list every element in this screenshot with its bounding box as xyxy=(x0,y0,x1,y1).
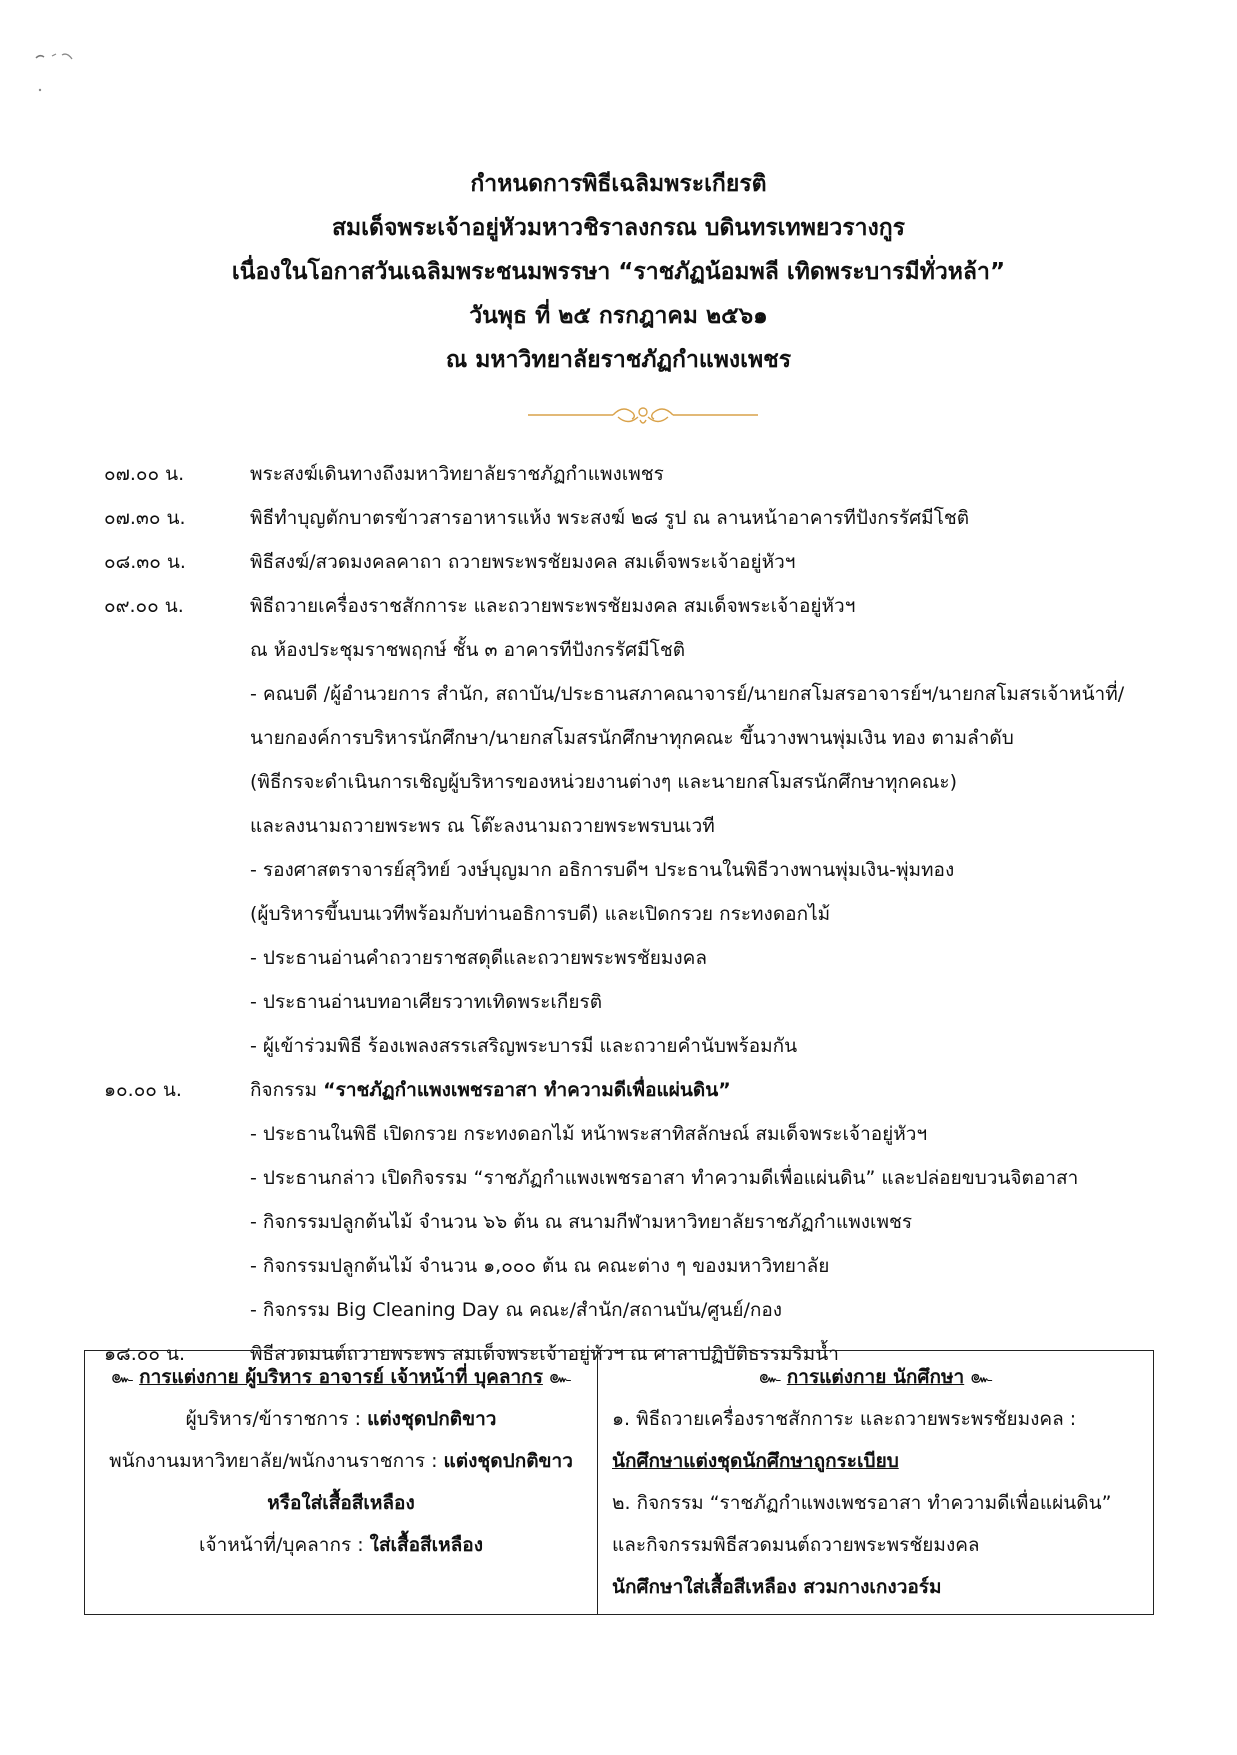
schedule-time: ๐๘.๓๐ น. xyxy=(104,551,186,573)
staff-dress-header: ๛ การแต่งกาย ผู้บริหาร อาจารย์ เจ้าหน้าที่ บุคลากร ๛ xyxy=(111,1366,571,1388)
title-line-4: วันพุธ ที่ ๒๕ กรกฎาคม ๒๕๖๑ xyxy=(469,303,768,329)
schedule-text: กิจกรรม “ราชภัฏกำแพงเพชรอาสา ทำความดีเพื่อแผ่นดิน” xyxy=(250,1079,731,1101)
schedule-row xyxy=(0,1288,1237,1332)
ornament-glyph-icon: ๛ xyxy=(111,1366,134,1388)
schedule-row xyxy=(0,804,1237,848)
schedule-text: - คณบดี /ผู้อำนวยการ สำนัก, สถาบัน/ประธานสภาคณาจารย์/นายกสโมสรอาจารย์ฯ/นายกสโมสรเจ้าหน้าที่/ xyxy=(250,683,1125,705)
schedule-row xyxy=(0,1068,1237,1112)
schedule-row xyxy=(0,936,1237,980)
schedule-row xyxy=(0,1200,1237,1244)
student-dress-line-3: ๒. กิจกรรม “ราชภัฏกำแพงเพชรอาสา ทำความดีเพื่อแผ่นดิน” xyxy=(612,1492,1112,1514)
schedule-text: - กิจกรรมปลูกต้นไม้ จำนวน ๑,๐๐๐ ต้น ณ คณะต่าง ๆ ของมหาวิทยาลัย xyxy=(250,1255,830,1277)
schedule-row xyxy=(0,892,1237,936)
schedule-row xyxy=(0,980,1237,1024)
schedule-time: ๐๗.๓๐ น. xyxy=(104,507,186,529)
schedule-list xyxy=(0,452,1237,1376)
schedule-text: พิธีสวดมนต์ถวายพระพร สมเด็จพระเจ้าอยู่หัวฯ ณ ศาลาปฏิบัติธรรมริมน้ำ xyxy=(250,1343,839,1365)
schedule-text: - กิจกรรมปลูกต้นไม้ จำนวน ๖๖ ต้น ณ สนามกีฬามหาวิทยาลัยราชภัฏกำแพงเพชร xyxy=(250,1211,913,1233)
schedule-text: และลงนามถวายพระพร ณ โต๊ะลงนามถวายพระพรบนเวที xyxy=(250,815,715,837)
schedule-row xyxy=(0,452,1237,496)
dress-code-table xyxy=(84,1350,1154,1615)
schedule-text: ณ ห้องประชุมราชพฤกษ์ ชั้น ๓ อาคารทีปังกรรัศมีโชติ xyxy=(250,639,686,661)
schedule-text-emphasis: “ราชภัฏกำแพงเพชรอาสา ทำความดีเพื่อแผ่นดิน” xyxy=(323,1079,731,1101)
student-dress-line-4: และกิจกรรมพิธีสวดมนต์ถวายพระพรชัยมงคล xyxy=(612,1534,980,1556)
schedule-text: - ประธานอ่านคำถวายราชสดุดีและถวายพระพรชัยมงคล xyxy=(250,947,708,969)
schedule-row xyxy=(0,716,1237,760)
schedule-text: พิธีถวายเครื่องราชสักการะ และถวายพระพรชัยมงคล สมเด็จพระเจ้าอยู่หัวฯ xyxy=(250,595,856,617)
dress-code-staff-column xyxy=(85,1351,598,1614)
title-line-1: กำหนดการพิธีเฉลิมพระเกียรติ xyxy=(470,171,767,197)
schedule-row xyxy=(0,1244,1237,1288)
schedule-row xyxy=(0,1156,1237,1200)
schedule-text: - ประธานกล่าว เปิดกิจรรม “ราชภัฏกำแพงเพชรอาสา ทำความดีเพื่อแผ่นดิน” และปล่อยขบวนจิตอาสา xyxy=(250,1167,1079,1189)
student-dress-line-5: นักศึกษาใส่เสื้อสีเหลือง สวมกางเกงวอร์ม xyxy=(612,1576,942,1598)
schedule-row xyxy=(0,672,1237,716)
schedule-time: ๑๐.๐๐ น. xyxy=(104,1079,182,1101)
schedule-text: - รองศาสตราจารย์สุวิทย์ วงษ์บุญมาก อธิการบดีฯ ประธานในพิธีวางพานพุ่มเงิน-พุ่มทอง xyxy=(250,859,955,881)
schedule-row xyxy=(0,1024,1237,1068)
student-dress-line-1: ๑. พิธีถวายเครื่องราชสักการะ และถวายพระพรชัยมงคล : xyxy=(612,1408,1077,1430)
ornament-glyph-icon: ๛ xyxy=(548,1366,571,1388)
schedule-row xyxy=(0,628,1237,672)
title-line-5: ณ มหาวิทยาลัยราชภัฏกำแพงเพชร xyxy=(445,347,792,373)
schedule-row xyxy=(0,1112,1237,1156)
schedule-text: พิธีสงฆ์/สวดมงคลคาถา ถวายพระพรชัยมงคล สมเด็จพระเจ้าอยู่หัวฯ xyxy=(250,551,796,573)
schedule-text: (พิธีกรจะดำเนินการเชิญผู้บริหารของหน่วยงานต่างๆ และนายกสโมสรนักศึกษาทุกคณะ) xyxy=(250,771,958,793)
schedule-text: - ผู้เข้าร่วมพิธี ร้องเพลงสรรเสริญพระบารมี และถวายคำนับพร้อมกัน xyxy=(250,1035,798,1057)
scan-marks xyxy=(34,50,94,100)
schedule-row xyxy=(0,760,1237,804)
schedule-row xyxy=(0,848,1237,892)
ornament-glyph-icon: ๛ xyxy=(758,1366,781,1388)
staff-dress-line-employees: พนักงานมหาวิทยาลัย/พนักงานราชการ : แต่งชุดปกติขาว xyxy=(109,1450,573,1472)
schedule-time: ๐๙.๐๐ น. xyxy=(104,595,184,617)
schedule-text: - กิจกรรม Big Cleaning Day ณ คณะ/สำนัก/สถานบัน/ศูนย์/กอง xyxy=(250,1299,783,1321)
schedule-row xyxy=(0,584,1237,628)
schedule-text: พระสงฆ์เดินทางถึงมหาวิทยาลัยราชภัฏกำแพงเพชร xyxy=(250,463,664,485)
ornament-glyph-icon: ๛ xyxy=(970,1366,993,1388)
schedule-text: พิธีทำบุญตักบาตรข้าวสารอาหารแห้ง พระสงฆ์ ๒๘ รูป ณ ลานหน้าอาคารทีปังกรรัศมีโชติ xyxy=(250,507,970,529)
schedule-row xyxy=(0,540,1237,584)
schedule-text: (ผู้บริหารขึ้นบนเวทีพร้อมกับท่านอธิการบดี) และเปิดกรวย กระทงดอกไม้ xyxy=(250,903,831,925)
staff-dress-line-personnel: เจ้าหน้าที่/บุคลากร : ใส่เสื้อสีเหลือง xyxy=(198,1534,483,1556)
decorative-divider-ornament xyxy=(528,400,758,430)
dress-code-student-column xyxy=(598,1351,1153,1614)
document-title xyxy=(0,162,1237,382)
schedule-text: - ประธานในพิธี เปิดกรวย กระทงดอกไม้ หน้าพระสาทิสลักษณ์ สมเด็จพระเจ้าอยู่หัวฯ xyxy=(250,1123,928,1145)
schedule-text: นายกองค์การบริหารนักศึกษา/นายกสโมสรนักศึกษาทุกคณะ ขึ้นวางพานพุ่มเงิน ทอง ตามลำดับ xyxy=(250,727,1014,749)
title-line-3: เนื่องในโอกาสวันเฉลิมพระชนมพรรษา “ราชภัฏน้อมพลี เทิดพระบารมีทั่วหล้า” xyxy=(231,259,1006,285)
staff-dress-line-executives: ผู้บริหาร/ข้าราชการ : แต่งชุดปกติขาว xyxy=(185,1408,497,1430)
staff-dress-line-alt: หรือใส่เสื้อสีเหลือง xyxy=(267,1492,415,1514)
schedule-text: - ประธานอ่านบทอาเศียรวาทเทิดพระเกียรติ xyxy=(250,991,603,1013)
student-dress-line-2: นักศึกษาแต่งชุดนักศึกษาถูกระเบียบ xyxy=(612,1450,899,1472)
schedule-time: ๐๗.๐๐ น. xyxy=(104,463,185,485)
schedule-time: ๑๘.๐๐ น. xyxy=(104,1343,186,1365)
title-line-2: สมเด็จพระเจ้าอยู่หัวมหาวชิราลงกรณ บดินทรเทพยวรางกูร xyxy=(331,215,906,241)
student-dress-header: ๛ การแต่งกาย นักศึกษา ๛ xyxy=(758,1366,993,1388)
schedule-row xyxy=(0,496,1237,540)
